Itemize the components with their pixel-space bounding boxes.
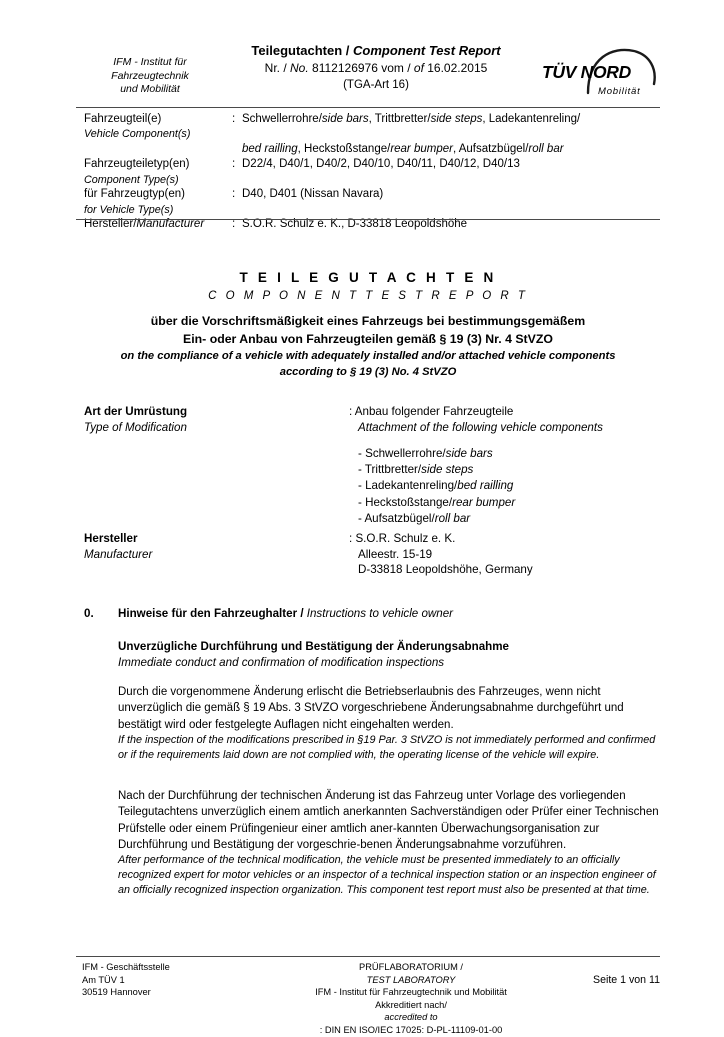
institute-line-2: Fahrzeugtechnik [111, 69, 189, 82]
list-item-de: - Heckstoßstange/ [358, 495, 453, 509]
value-part: rear bumper [390, 142, 453, 155]
table-row [84, 112, 664, 157]
section-0-title-en: Instructions to vehicle owner [306, 607, 454, 620]
list-item-en: rear bumper [452, 495, 516, 509]
row-label [84, 187, 232, 217]
manufacturer-label [84, 531, 334, 562]
modification-value-en: Attachment of the following vehicle components [358, 420, 603, 434]
list-item-de: - Ladekantenreling/ [358, 479, 458, 493]
main-title-de: T E I L E G U T A C H T E N [239, 270, 497, 285]
footer-accreditation-en: accredited to [384, 1012, 438, 1023]
table-row [84, 157, 664, 187]
footer-accreditation [196, 999, 626, 1037]
section-0-sub-en: Immediate conduct and confirmation of modification inspections [118, 656, 445, 669]
section-0-number: 0. [84, 607, 94, 620]
modification-label-en: Type of Modification [84, 420, 187, 434]
footer-left-line-3: 30519 Hannover [82, 987, 151, 998]
section-0-heading [118, 607, 663, 620]
report-number-prefix: Nr. / [264, 61, 291, 75]
subtitle-en-line-1: on the compliance of a vehicle with adequately installed and/or attached vehicle components [120, 350, 616, 362]
modification-label-de: Art der Umrüstung [84, 405, 188, 418]
manufacturer-label-en: Manufacturer [84, 547, 153, 561]
value-part: side bars [321, 113, 369, 125]
footer-left-line-2: Am TÜV 1 [82, 974, 125, 985]
institute-line-1: IFM - Institut für [113, 56, 187, 68]
report-number-value: 8112126976 vom / [308, 61, 414, 75]
value-part: roll bar [528, 142, 564, 155]
row-value-continued [242, 142, 664, 157]
modification-item-list [349, 446, 679, 527]
row-value: D22/4, D40/1, D40/2, D40/10, D40/11, D40/12, D40/13 [242, 158, 520, 171]
row-label-en: Vehicle Component(s) [84, 128, 191, 141]
section-0-subheading [118, 639, 663, 670]
report-title [216, 42, 536, 60]
row-label-de: Fahrzeugteiletyp(en) [84, 158, 190, 171]
report-date: 16.02.2015 [423, 61, 488, 75]
row-label-en: Component Type(s) [84, 173, 179, 186]
subtitle-block [60, 313, 676, 380]
paragraph-de: Nach der Durchführung der technischen Änderung ist das Fahrzeug unter Vorlage des vorliegenden Teilegutachtens unverzüglich einem amtlich anerkannten Sachverständigen oder Prüfer einer Technischen Prüfstelle oder einem Prüfingenieur einer amtlich aner-kannten Überwachungsorganisation zur Durchführung und Bestätigung der vorgeschrie-benen Änderungsabnahme vorzuführen. [118, 790, 659, 851]
list-item-en: side steps [421, 463, 474, 477]
manufacturer-street: Alleestr. 15-19 [358, 547, 433, 561]
row-value: S.O.R. Schulz e. K., D-33818 Leopoldshöhe [242, 218, 468, 231]
header-divider-top [76, 107, 660, 108]
row-value: D40, D401 (Nissan Navara) [242, 188, 384, 201]
section-0-paragraph-1 [118, 684, 666, 763]
subtitle-de-line-1: über die Vorschriftsmäßigkeit eines Fahrzeugs bei bestimmungsgemäßem [150, 314, 586, 328]
row-label [84, 112, 232, 142]
paragraph-en: After performance of the technical modification, the vehicle must be presented immediately to an officially recognized expert for motor vehicles or an inspector of a technical inspection station or an inspection engineer of an officially recognized inspection organization. This component test report must also be presented at that time. [118, 854, 656, 897]
list-item [358, 478, 679, 494]
manufacturer-city: D-33818 Leopoldshöhe, Germany [358, 563, 533, 576]
table-row [84, 187, 664, 217]
manufacturer-label-de: Hersteller [84, 532, 138, 545]
footer-left-line-1: IFM - Geschäftsstelle [82, 962, 170, 972]
list-item [358, 511, 679, 527]
footer-divider [76, 956, 660, 957]
paragraph-de: Durch die vorgenommene Änderung erlischt die Betriebserlaubnis des Fahrzeuges, wenn nicht unverzüglich die gemäß § 19 Abs. 3 StVZO vorgeschriebene Änderungsabnahme durchgeführt und bestätigt wird oder festgelegte Auflagen nicht eingehalten werden. [118, 686, 624, 731]
footer-accreditation-id: : DIN EN ISO/IEC 17025: D-PL-11109-01-00 [319, 1024, 503, 1035]
footer-laboratory-info [196, 961, 626, 1037]
value-part: , Aufsatzbügel/ [452, 142, 529, 155]
modification-value-de: : Anbau folgender Fahrzeugteile [349, 405, 514, 418]
manufacturer-name: : S.O.R. Schulz e. K. [349, 532, 456, 545]
footer-institute-name: IFM - Institut für Fahrzeugtechnik und Mobilität [315, 987, 507, 998]
row-colon: : [232, 188, 236, 201]
section-0-title-de: Hinweise für den Fahrzeughalter [118, 607, 298, 620]
value-part: , Trittbretter/ [368, 113, 431, 125]
footer-accreditation-de: Akkreditiert nach/ [375, 999, 447, 1010]
report-title-en: Component Test Report [353, 43, 501, 58]
svg-text:Mobilität: Mobilität [598, 86, 641, 97]
document-header [76, 42, 660, 104]
manufacturer-value [349, 531, 679, 578]
report-number-no-label: No. [290, 61, 309, 75]
paragraph-en: If the inspection of the modifications prescribed in §19 Par. 3 StVZO is not immediately performed and confirmed or if the requirements laid down are not complied with, the operating license of the vehicle will expire. [118, 733, 656, 761]
row-label-de: für Fahrzeugtyp(en) [84, 188, 185, 201]
value-part: side steps [430, 113, 483, 125]
row-label-en-inline: Manufacturer [136, 218, 205, 231]
value-part: bed railling [242, 142, 298, 155]
tuv-nord-logo-icon [538, 44, 660, 102]
value-part: Schwellerrohre/ [242, 113, 322, 125]
row-label [84, 157, 232, 187]
row-label-en: for Vehicle Type(s) [84, 203, 174, 216]
tga-art-line: (TGA-Art 16) [343, 79, 409, 91]
subtitle-de-line-2: Ein- oder Anbau von Fahrzeugteilen gemäß § 19 (3) Nr. 4 StVZO [183, 331, 553, 346]
svg-text:TÜV NORD: TÜV NORD [542, 62, 631, 82]
list-item-de: - Trittbretter/ [358, 463, 422, 477]
footer-lab-title-en: TEST LABORATORY [366, 974, 456, 985]
component-info-table [84, 112, 664, 233]
report-number-of-label: of [413, 61, 424, 75]
modification-value [349, 404, 679, 527]
list-item [358, 462, 679, 478]
value-part: , Heckstoßstange/ [297, 142, 391, 155]
value-part: , Ladekantenreling/ [482, 113, 581, 125]
list-item-en: bed railling [457, 479, 514, 493]
list-item-de: - Aufsatzbügel/ [358, 511, 435, 525]
row-label-de: Hersteller/ [84, 218, 137, 231]
list-item-de: - Schwellerrohre/ [358, 447, 446, 460]
row-colon: : [232, 113, 236, 125]
report-number-line [216, 60, 536, 77]
list-item-en: roll bar [434, 511, 471, 525]
row-colon: : [232, 158, 236, 171]
list-item-en: side bars [445, 447, 493, 460]
row-colon: : [232, 218, 236, 231]
list-item [358, 446, 679, 462]
section-0-sub-de: Unverzügliche Durchführung und Bestätigung der Änderungsabnahme [118, 640, 509, 653]
row-value [242, 112, 652, 127]
row-label-de: Fahrzeugteil(e) [84, 113, 162, 125]
report-title-de: Teilegutachten / [251, 43, 354, 58]
section-0-paragraph-2 [118, 788, 666, 898]
tuv-nord-logo [538, 44, 660, 102]
list-item [358, 495, 679, 511]
modification-label [84, 404, 334, 435]
main-title-block [76, 268, 660, 305]
footer-page-number: Seite 1 von 11 [593, 974, 660, 986]
section-0-title-separator: / [297, 607, 307, 620]
main-title-en: C O M P O N E N T T E S T R E P O R T [208, 290, 528, 302]
institute-line-3: und Mobilität [120, 83, 180, 95]
report-title-block [216, 42, 536, 94]
subtitle-en-line-2: according to § 19 (3) No. 4 StVZO [279, 366, 457, 378]
header-divider-bottom [76, 219, 660, 220]
institute-address-block [80, 56, 220, 97]
footer-lab-title-de: PRÜFLABORATORIUM / [359, 962, 463, 972]
